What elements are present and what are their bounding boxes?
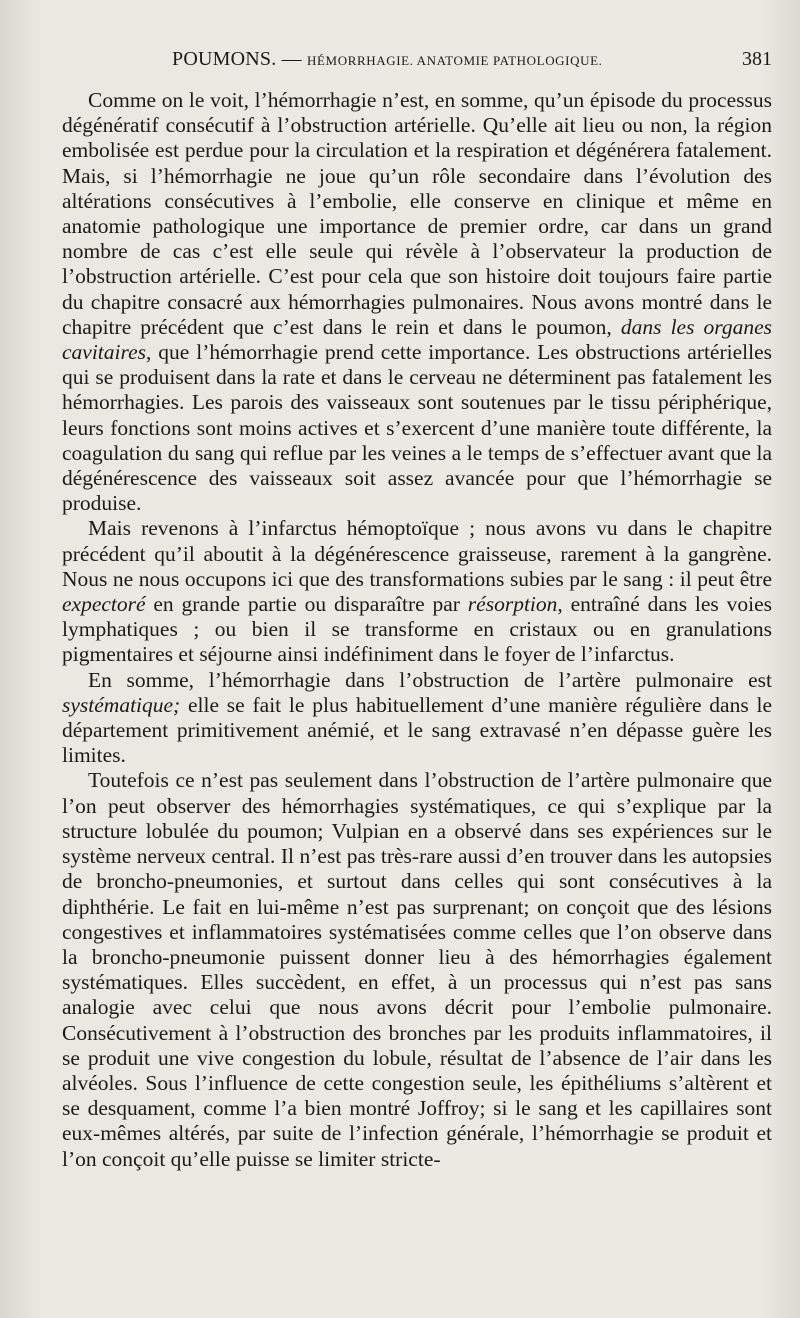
text-run: En somme, l’hémorrhagie dans l’obstruction de l’artère pulmonaire est: [88, 667, 772, 692]
text-run: Toutefois ce n’est pas seulement dans l’obstruction de l’artère pulmonaire que l’on peut observer des hémorrhagies systématiques, ce qui s’explique par la structure lobulée du poumon; Vulpian en a observé dans ses expériences sur le système nerveux central. Il n’est pas très-rare aussi d’en trouver dans les autopsies de broncho-pneumonies, et surtout dans celles qui sont consécutives à la diphthérie. Le fait en lui-même n’est pas surprenant; on conçoit que des lésions congestives et inflammatoires systématisées comme celles que l’on observe dans la broncho-pneumonie puissent donner lieu à des hémorrhagies également systématiques. Elles succèdent, en effet, à un processus qui n’est pas sans analogie avec celui que nous avons décrit pour l’embolie pulmonaire. Consécutivement à l’obstruction des bronches par les produits inflammatoires, il se produit une vive congestion du lobule, résultat de l’absence de l’air dans les alvéoles. Sous l’influence de cette congestion seule, les épithéliums s’altèrent et se desquament, comme l’a bien montré Joffroy; si le sang et les capillaires sont eux-mêmes altérés, par suite de l’infection générale, l’hémorrhagie se produit et l’on conçoit qu’elle puisse se limiter stricte-: [62, 768, 772, 1171]
text-run: Comme on le voit, l’hémorrhagie n’est, en somme, qu’un épisode du processus dégénératif consécutif à l’obstruction artérielle. Qu’elle ait lieu ou non, la région embolisée est perdue pour la circulation et la respiration et dégénérera fatalement. Mais, si l’hémorrhagie ne joue qu’un rôle secondaire dans l’évolution des altérations consécutives à l’embolie, elle conserve en clinique et même en anatomie pathologique une importance de premier ordre, car dans un grand nombre de cas c’est elle seule qui révèle à l’observateur la production de l’obstruction artérielle. C’est pour cela que son histoire doit toujours faire partie du chapitre consacré aux hémorrhagies pulmonaires. Nous avons montré dans le chapitre précédent que c’est dans le rein et dans le poumon,: [62, 88, 772, 339]
italic-text: dans les organes cavitaires: [62, 314, 773, 365]
text-run: , entraîné dans les voies lymphatiques ; ou bien il se transforme en cristaux ou en granulations pigmentaires et séjourne ainsi indéfiniment dans le foyer de l’infarctus.: [62, 592, 772, 667]
italic-text: systématique;: [62, 692, 181, 717]
paragraph: [62, 668, 772, 769]
text-run: , que l’hémorrhagie prend cette importance. Les obstructions artérielles qui se produisent dans la rate et dans le cerveau ne déterminent pas fatalement les hémorrhagies. Les parois des vaisseaux sont soutenues par le tissu périphérique, leurs fonctions sont moins actives et s’exercent d’une manière toute différente, la coagulation du sang qui reflue par les veines a le temps de s’effectuer avant que la dégénérescence des vaisseaux soit assez avancée pour que l’hémorrhagie se produise.: [62, 340, 772, 516]
text-run: Mais revenons à l’infarctus hémoptoïque ; nous avons vu dans le chapitre précédent qu’il aboutit à la dégénérescence graisseuse, rarement à la gangrène. Nous ne nous occupons ici que des transformations subies par le sang : il peut être: [62, 516, 772, 591]
running-title-main: POUMONS. —: [172, 48, 308, 70]
page-number: 381: [742, 48, 772, 70]
running-title-sub: HÉMORRHAGIE. ANATOMIE PATHOLOGIQUE.: [307, 53, 603, 68]
text-run: elle se fait le plus habituellement d’une manière régulière dans le département primitivement anémié, et le sang extravasé n’en dépasse guère les limites.: [62, 692, 772, 768]
body-text: [62, 88, 772, 1172]
italic-text: expectoré: [62, 592, 146, 617]
paragraph: [62, 516, 772, 667]
text-run: en grande partie ou disparaître par: [145, 592, 468, 617]
running-title: [172, 48, 602, 71]
paragraph: [62, 768, 772, 1171]
paragraph: [62, 88, 772, 516]
italic-text: résorption: [467, 592, 558, 617]
running-header: [62, 48, 772, 84]
